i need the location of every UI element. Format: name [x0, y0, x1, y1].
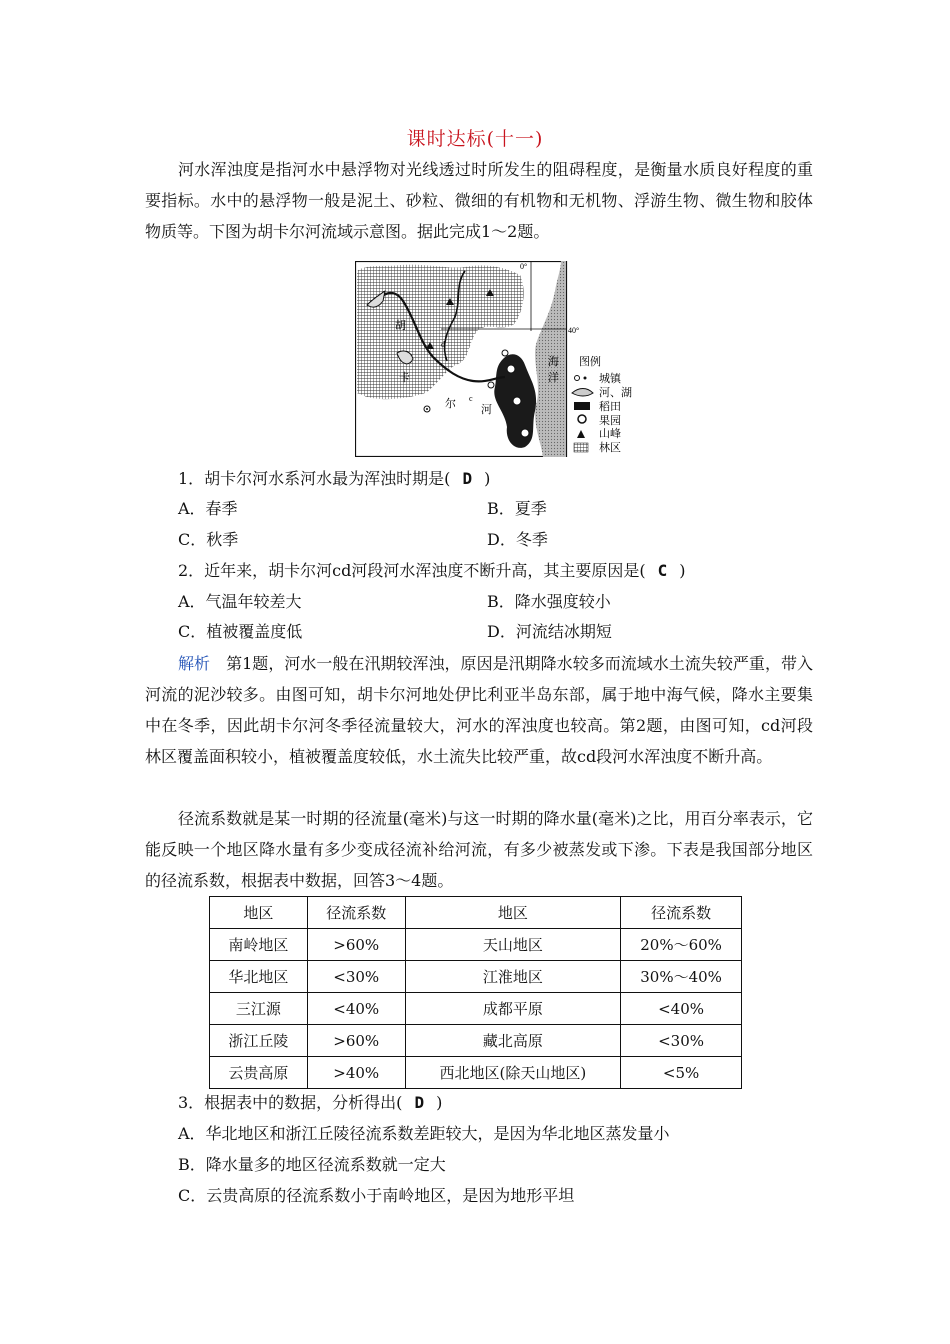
q1-option-d: D．冬季 [487, 530, 548, 549]
q2-option-c: C．植被覆盖度低 [178, 622, 303, 641]
table-header-row [210, 897, 742, 929]
question-3 [178, 1093, 442, 1113]
q2-option-b: B．降水强度较小 [487, 592, 611, 611]
table-row [210, 993, 742, 1025]
table-cell: 华北地区 [210, 961, 308, 993]
legend-town-label: 城镇 [599, 373, 621, 385]
meridian-label: 0° [520, 262, 528, 271]
q1-option-c: C．秋季 [178, 530, 239, 549]
legend-title: 图例 [579, 356, 601, 368]
question-3-answer: D [414, 1093, 425, 1112]
table-header: 地区 [210, 897, 308, 929]
question-1-close: ) [484, 469, 491, 488]
table-cell: 云贵高原 [210, 1057, 308, 1089]
legend-peak-icon [577, 430, 585, 438]
question-2 [178, 561, 686, 581]
orchard-icon [521, 429, 529, 437]
q1-option-b: B．夏季 [487, 499, 547, 518]
legend-orchard-label: 果园 [599, 415, 621, 427]
table-header: 地区 [405, 897, 621, 929]
table-cell: 江淮地区 [405, 961, 621, 993]
town-dot [426, 408, 428, 410]
q2-option-a: A．气温年较差大 [178, 592, 302, 611]
analysis-label: 解析 [178, 654, 211, 673]
table-cell: 30%～40% [621, 961, 742, 993]
orchard-icon [507, 365, 515, 373]
table-cell: <30% [307, 961, 405, 993]
table-header: 径流系数 [621, 897, 742, 929]
table-header: 径流系数 [307, 897, 405, 929]
table-cell: >40% [307, 1057, 405, 1089]
q3-option-a: A．华北地区和浙江丘陵径流系数差距较大，是因为华北地区蒸发量小 [178, 1124, 670, 1143]
question-2-close: ) [679, 561, 686, 580]
table-cell: <5% [621, 1057, 742, 1089]
analysis-block [145, 648, 813, 772]
q1-option-a: A．春季 [178, 499, 238, 518]
intro-passage-1: 河水浑浊度是指河水中悬浮物对光线透过时所发生的阻碍程度，是衡量水质良好程度的重要指标。水中的悬浮物一般是泥土、砂粒、微细的有机物和无机物、浮游生物、微生物和胶体物质等。下图为胡卡尔河流域示意图。据此完成1～2题。 [145, 160, 813, 241]
table-cell: <40% [307, 993, 405, 1025]
legend-paddy-icon [574, 402, 590, 410]
river-label-1: 胡 [395, 320, 406, 332]
legend-town-icon [575, 376, 580, 381]
analysis-text: 第1题，河水一般在汛期较浑浊，原因是汛期降水较多而流域水土流失较严重，带入河流的泥沙较多。由图可知，胡卡尔河地处伊比利亚半岛东部，属于地中海气候，降水主要集中在冬季，因此胡卡尔河冬季径流量较大，河水的浑浊度也较高。第2题，由图可知，cd河段林区覆盖面积较小，植被覆盖度较低，水土流失比较严重，故cd段河水浑浊度不断升高。 [145, 654, 813, 766]
q3-option-b: B．降水量多的地区径流系数就一定大 [178, 1155, 446, 1174]
runoff-coefficient-table [209, 896, 742, 1089]
legend-orchard-icon [578, 415, 586, 423]
legend-paddy-label: 稻田 [599, 401, 621, 413]
table-cell: 成都平原 [405, 993, 621, 1025]
intro-passage-2: 径流系数就是某一时期的径流量(毫米)与这一时期的降水量(毫米)之比，用百分率表示，它能反映一个地区降水量有多少变成径流补给河流，有多少被蒸发或下渗。下表是我国部分地区的径流系数，根据表中数据，回答3～4题。 [145, 809, 813, 890]
table-cell: >60% [307, 1025, 405, 1057]
table-cell: <30% [621, 1025, 742, 1057]
parallel-label: 40° [568, 326, 580, 335]
river-label-2: 卡 [399, 372, 410, 384]
question-1-answer: D [462, 469, 473, 488]
river-label-3: 尔 [445, 398, 456, 410]
table-row [210, 1057, 742, 1089]
question-1 [178, 469, 490, 489]
legend-river-label: 河、湖 [599, 387, 632, 399]
table-cell: <40% [621, 993, 742, 1025]
q3-option-c: C．云贵高原的径流系数小于南岭地区，是因为地形平坦 [178, 1186, 575, 1205]
river-label-4: 河 [481, 404, 492, 416]
orchard-icon [513, 397, 521, 405]
question-2-stem: 2．近年来，胡卡尔河cd河段河水浑浊度不断升高，其主要原因是( [178, 561, 646, 580]
point-c-label: c [469, 394, 473, 403]
sea-label-2: 洋 [548, 372, 559, 384]
legend-peak-label: 山峰 [599, 428, 621, 440]
question-3-stem: 3．根据表中的数据，分析得出( [178, 1093, 403, 1112]
table-cell: >60% [307, 929, 405, 961]
question-3-close: ) [436, 1093, 443, 1112]
legend-forest-label: 林区 [599, 442, 621, 454]
table-cell: 西北地区(除天山地区) [405, 1057, 621, 1089]
table-cell: 藏北高原 [405, 1025, 621, 1057]
legend-town-dot [584, 377, 587, 380]
question-1-stem: 1．胡卡尔河水系河水最为浑浊时期是( [178, 469, 451, 488]
town-icon [502, 350, 508, 356]
sea-label-1: 海 [548, 356, 559, 368]
table-row [210, 929, 742, 961]
question-2-answer: C [657, 561, 668, 580]
page-title: 课时达标(十一) [406, 128, 544, 150]
q2-option-d: D．河流结冰期短 [487, 622, 612, 641]
legend-river-icon [572, 389, 593, 397]
table-cell: 南岭地区 [210, 929, 308, 961]
table-row [210, 961, 742, 993]
table-row [210, 1025, 742, 1057]
point-d-label: d [441, 340, 445, 349]
town-icon [488, 382, 494, 388]
hucar-river-basin-map [355, 261, 650, 457]
table-cell: 浙江丘陵 [210, 1025, 308, 1057]
table-cell: 天山地区 [405, 929, 621, 961]
legend-forest-icon [574, 443, 588, 452]
table-cell: 三江源 [210, 993, 308, 1025]
table-cell: 20%～60% [621, 929, 742, 961]
